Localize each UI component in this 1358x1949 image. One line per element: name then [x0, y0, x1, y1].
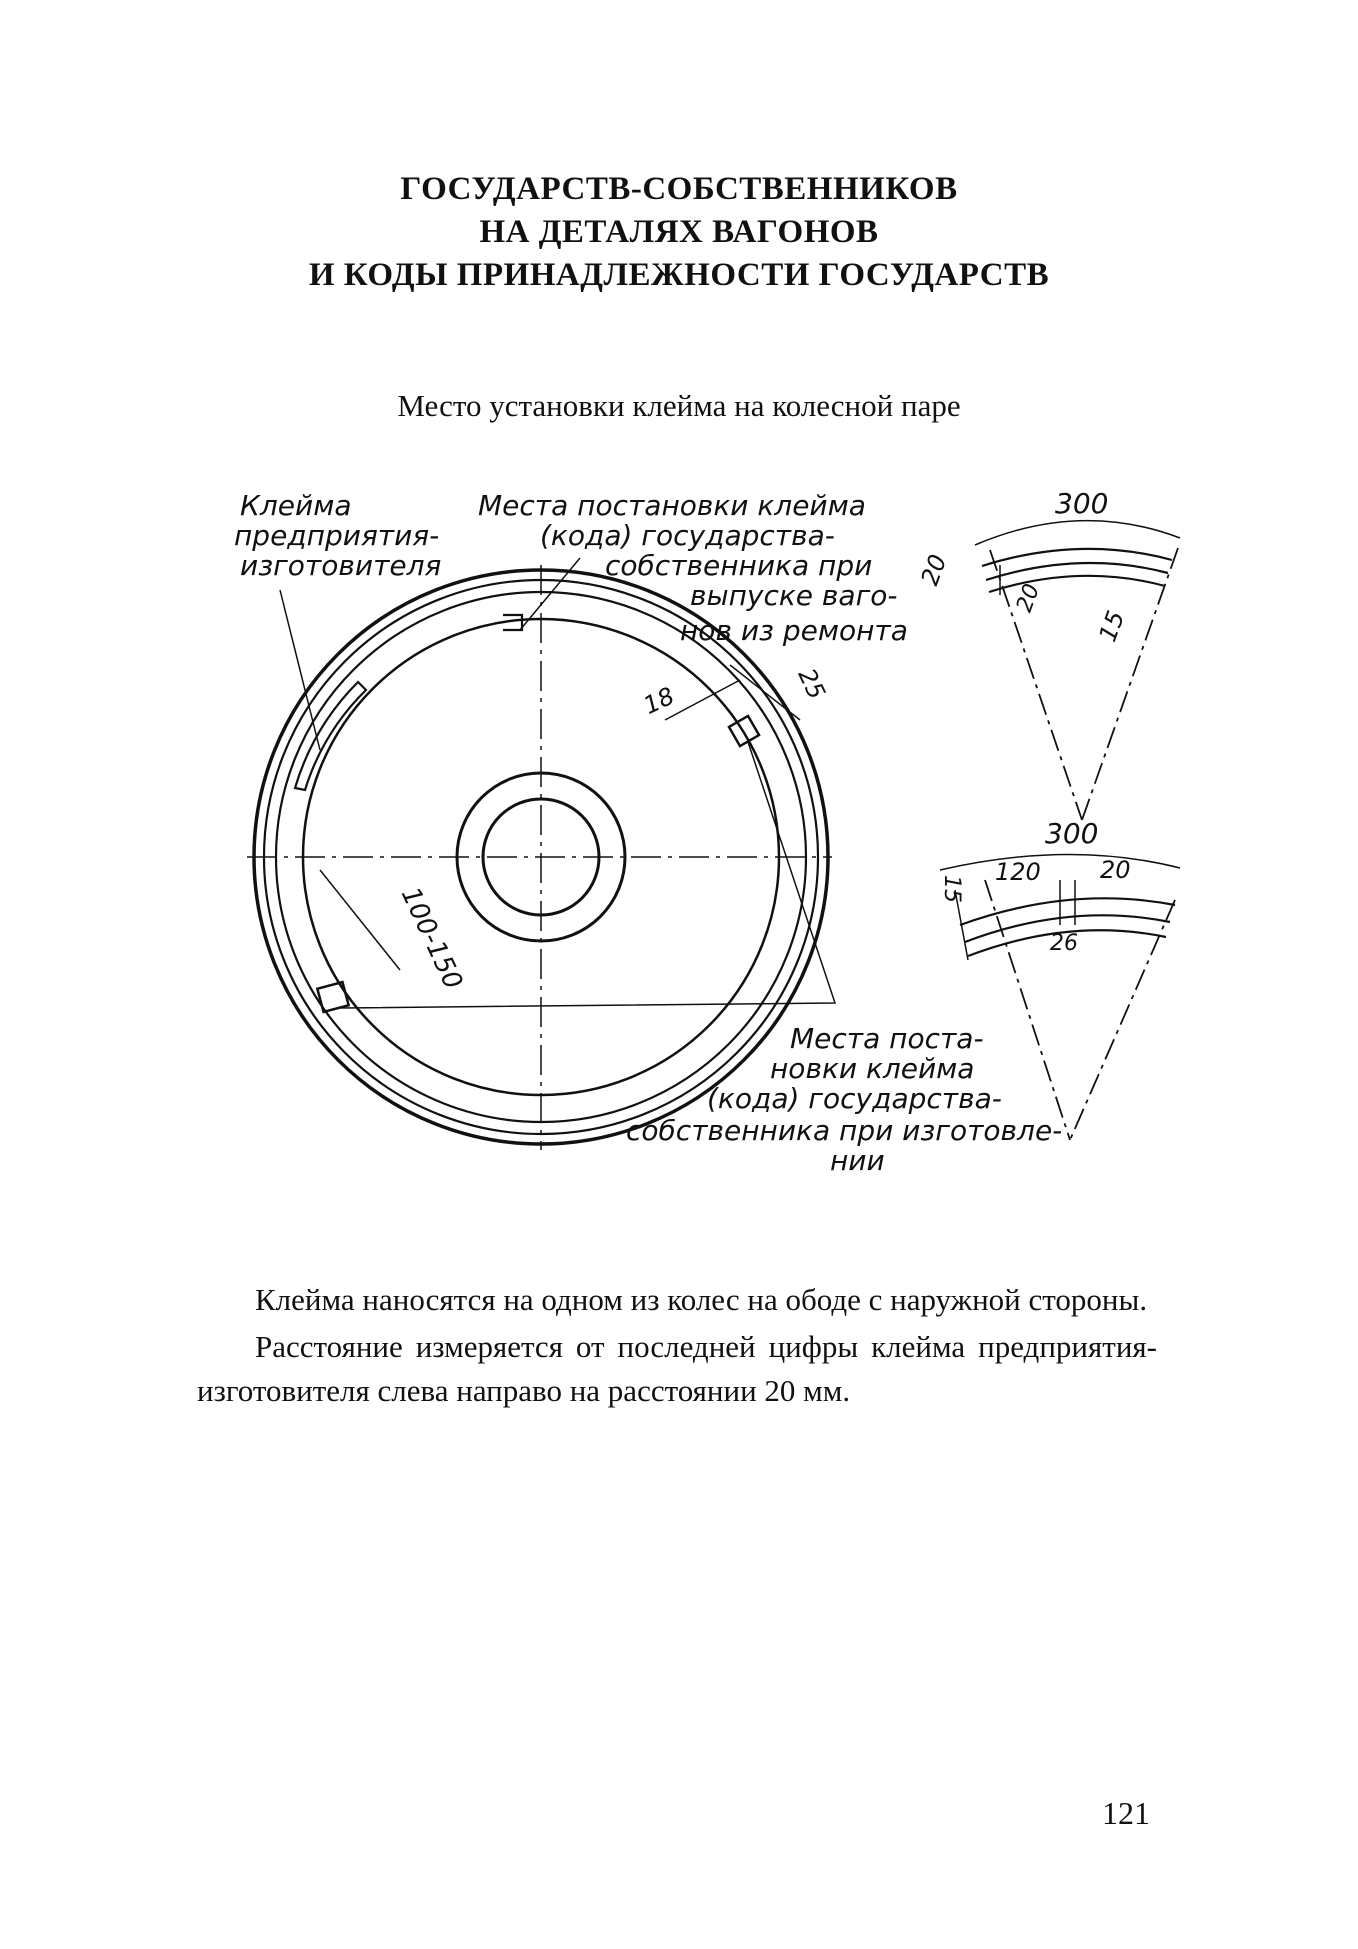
- label-repair-2: (кода) государства-: [540, 519, 835, 552]
- body-text: [197, 1278, 1157, 1416]
- bottom-dim-120: 120: [995, 858, 1041, 886]
- label-manufacture-2: новки клейма: [770, 1052, 975, 1085]
- top-dim-15: 15: [1093, 607, 1131, 646]
- top-sector-dim-300: [975, 521, 1180, 545]
- figure-caption: Место установки клейма на колесной паре: [397, 388, 961, 423]
- top-sector-arc-2: [986, 563, 1168, 580]
- heading-line-1: ГОСУДАРСТВ-СОБСТВЕННИКОВ: [400, 171, 958, 207]
- bottom-dim-15: 15: [939, 875, 964, 903]
- label-manufacture-1: Места поста-: [790, 1022, 984, 1055]
- dim-100-150-line: [320, 870, 400, 970]
- paragraph-1: Клейма наносятся на одном из колес на ободе с наружной стороны.: [255, 1282, 1148, 1317]
- label-manufacturer-2: предприятия-: [234, 519, 440, 552]
- top-dim-20a: 20: [915, 550, 953, 590]
- paragraph-2: Расстояние измеряется от последней цифры клейма предприятия-изготовителя слева направо на расстоянии 20 мм.: [197, 1329, 1157, 1408]
- label-repair-3: собственника при: [605, 549, 873, 582]
- bottom-dim-26: 26: [1050, 931, 1078, 956]
- label-manufacture-5: нии: [830, 1144, 885, 1177]
- dim-100-150-text: 100-150: [394, 882, 468, 994]
- bottom-sector-dim-300: [940, 854, 1180, 870]
- label-manufacturer-1: Клейма: [240, 489, 352, 522]
- bottom-dim-20: 20: [1100, 856, 1131, 884]
- label-manufacturer-3: изготовителя: [240, 549, 442, 582]
- dim-25-text: 25: [792, 664, 831, 704]
- label-repair-4: выпуске ваго-: [690, 579, 898, 612]
- dim-18-line: [665, 680, 740, 720]
- heading-line-2: НА ДЕТАЛЯХ ВАГОНОВ: [479, 214, 879, 250]
- bottom-dim-300: 300: [1045, 817, 1099, 850]
- top-sector-arc-3: [989, 576, 1165, 592]
- bottom-sector-arc-1: [960, 898, 1175, 925]
- top-sector-right-edge: [1082, 548, 1178, 820]
- page-number: 121: [1102, 1795, 1150, 1831]
- leader-manufacture: [340, 742, 835, 1008]
- top-dim-300: 300: [1055, 487, 1109, 520]
- top-dim-20b: 20: [1012, 580, 1046, 616]
- label-manufacture-3: (кода) государства-: [707, 1082, 1002, 1115]
- label-repair-5: нов из ремонта: [680, 614, 908, 647]
- label-repair-1: Места постановки клейма: [478, 489, 866, 522]
- heading-line-3: И КОДЫ ПРИНАДЛЕЖНОСТИ ГОСУДАРСТВ: [308, 257, 1050, 293]
- dim-25-line: [730, 665, 800, 720]
- dim-18-text: 18: [639, 681, 679, 720]
- label-manufacture-4: собственника при изготовле-: [626, 1114, 1063, 1147]
